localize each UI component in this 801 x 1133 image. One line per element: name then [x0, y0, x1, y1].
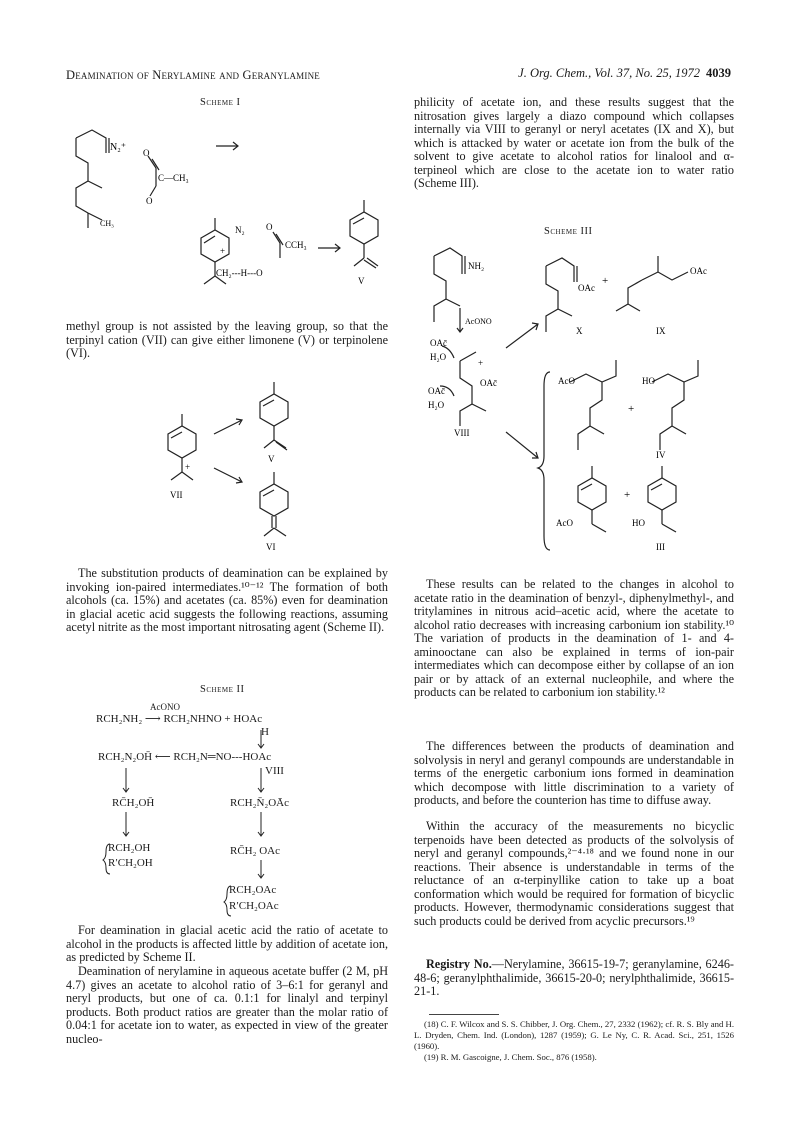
- paragraph-glacial-text: For deamination in glacial acetic acid the ratio of acetate to alcohol in the products is affected little by addition of acetate ion, as predicted by Scheme II.: [66, 923, 388, 964]
- footnote-18: (18) C. F. Wilcox and S. S. Chibber, J. Org. Chem., 27, 2332 (1962); cf. R. S. Bly and H. L. Dryden, Chem. Ind. (London), 1287 (1959); G. Le Ny, C. R. Acad. Sci., 251, 1526 (1960).: [414, 1019, 734, 1051]
- o-label-3: O: [266, 222, 273, 232]
- oac-minus-label: OAc̄: [430, 338, 447, 348]
- n2-label: N₂: [235, 225, 245, 235]
- compound-iii-label: III: [656, 542, 665, 552]
- compound-viii-label: VIII: [454, 428, 470, 438]
- compound-x-label: X: [576, 326, 583, 336]
- scheme-2-viii: VIII: [265, 765, 284, 777]
- o-label: O: [143, 148, 150, 158]
- footnote-19: (19) R. M. Gascoigne, J. Chem. Soc., 876 (1958).: [424, 1052, 597, 1062]
- scheme-2-line-4b: RC̄H₂ OAc: [230, 845, 280, 857]
- o-label-2: O: [146, 196, 153, 206]
- scheme-2-line-3b: RCH₂N̄₂OĀc: [230, 797, 290, 809]
- scheme-2-acono: AcONO: [150, 702, 180, 712]
- journal-name: J. Org. Chem., Vol. 37, No. 25, 1972: [518, 66, 700, 80]
- compound-ix-label: IX: [656, 326, 666, 336]
- ix-oac-label: OAc: [690, 266, 707, 276]
- registry-numbers: [414, 958, 734, 999]
- paragraph-alcohol-ratio-text: These results can be related to the changes in alcohol to acetate ratio in the deamination of benzyl-, diphenylmethyl-, and tritylamines in nitrous acid–acetic acid, where the acetate to alcohol ratio decreases with increasing carbonium ion stability.¹⁰ The variation of products in the deamination of 1- and 4-aminooctane can also be explained in terms of ion-pair intermediates which can decompose either by collapse of an ion pair or by attack of an external nucleophile, and where the products can be related to carbonium ion stability.¹²: [414, 577, 734, 699]
- h2o-label: H₂O: [430, 352, 447, 362]
- compound-vii-label: VII: [170, 490, 183, 500]
- scheme-2-line-5b: R′CH₂OAc: [229, 900, 279, 912]
- paragraph-nerylamine: [66, 965, 388, 1046]
- paragraph-differences-text: The differences between the products of deamination and solvolysis in neryl and geranyl compounds are understandable in terms of the energetic carbonium ions formed in deamination which decompose with little discrimination to a variety of products, and before the counterion has time to diffuse away.: [414, 739, 734, 807]
- compound-v-label-2: V: [268, 454, 275, 464]
- paragraph-methyl-group: methyl group is not assisted by the leaving group, so that the terpinyl cation (VII) can give either limonene (V) or terpinolene (VI).: [66, 319, 388, 360]
- footnote-rule: [429, 1014, 499, 1015]
- nh2-label: NH₂: [468, 261, 485, 271]
- paragraph-differences: [414, 740, 734, 808]
- registry-text: —Nerylamine, 36615-19-7; geranylamine, 6246-48-6; geranylphthalimide, 36615-20-0; nerylphthalimide, 36615-21-1.: [414, 957, 734, 998]
- plus-sign-1: +: [602, 275, 609, 287]
- plus-sign-3: +: [624, 489, 631, 501]
- oac-minus-label-2: OAc̄: [428, 386, 445, 396]
- paragraph-substitution-text: The substitution products of deamination can be explained by invoking ion-paired intermediates.¹⁰⁻¹² The formation of both alcohols (ca. 15%) and acetates (ca. 85%) even for deamination in glacial acetic acid suggests the following reactions, assuming acetyl nitrite as the most important nitrosating agent (Scheme II).: [66, 566, 388, 634]
- cation-plus-label: +: [185, 462, 191, 472]
- n2-plus-label: N₂⁺: [110, 142, 126, 153]
- plus-sign-2: +: [628, 403, 635, 415]
- scheme-2-arrows: [96, 720, 296, 920]
- viii-oac-label: OAc̄: [480, 378, 497, 388]
- x-oac-label: OAc: [578, 283, 595, 293]
- paragraph-bicyclic: [414, 820, 734, 928]
- terpinyl-cation-diagram: [150, 372, 350, 552]
- h2o-label-2: H₂O: [428, 400, 445, 410]
- ch2-h-o-label: CH₂---H---O: [216, 268, 263, 278]
- linalyl-aco-label: AcO: [558, 376, 575, 386]
- scheme-1-diagram: [66, 108, 406, 308]
- terpineol-ho-label: HO: [632, 518, 645, 528]
- paragraph-nerylamine-text: Deamination of nerylamine in aqueous acetate buffer (2 M, pH 4.7) gives an acetate to alcohol ratio of 3–6:1 for geranyl and neryl products, but one of ca. 0.1:1 for linalyl and terpinyl products. Both product ratios are greater than the molar ratio of 0.04:1 for acetate ion to water, as expected in view of the greater nucleo-: [66, 964, 388, 1046]
- scheme-2-line-2: RCH₂N₂OH̄ ⟵ RCH₂N═NO---HOAc: [98, 751, 272, 763]
- terpinyl-aco-label: AcO: [556, 518, 573, 528]
- compound-iv-label: IV: [656, 450, 666, 460]
- ch3-label: CH₃: [100, 219, 114, 228]
- scheme-2-title: Scheme II: [200, 684, 245, 695]
- compound-v-label: V: [358, 276, 365, 286]
- scheme-1-title: Scheme I: [200, 97, 241, 108]
- scheme-2-line-3a: RC̄H₂OH̄: [112, 797, 155, 809]
- page-number: 4039: [706, 66, 731, 80]
- c-ch3-label: C—CH₃: [158, 173, 189, 183]
- paragraph-substitution: [66, 567, 388, 635]
- scheme-3-diagram: [420, 236, 740, 566]
- viii-plus-label: +: [478, 358, 484, 368]
- cch3-label: CCH₃: [285, 240, 307, 250]
- paragraph-bicyclic-text: Within the accuracy of the measurements no bicyclic terpenoids have been detected as products of the solvolysis of neryl and geranyl compounds,²⁻⁴·¹⁸ and we found none in our reactions. Their absence is understandable in terms of the reluctance of an α-terpinyllike cation to take up a boat conformation which would be required for formation of bicyclic products. However, thermodynamic considerations suggest that such products could be derived from acyclic precursors.¹⁹: [414, 819, 734, 928]
- paragraph-glacial: [66, 924, 388, 965]
- registry-label: Registry No.: [426, 957, 492, 971]
- plus-label: +: [220, 246, 226, 256]
- scheme-3-title: Scheme III: [544, 226, 593, 237]
- paragraph-alcohol-ratio: [414, 578, 734, 700]
- compound-vi-label: VI: [266, 542, 276, 552]
- scheme-2-line-5: RCH₂OAc: [229, 884, 277, 896]
- paragraph-philicity: philicity of acetate ion, and these results suggest that the nitrosation gives largely a diazo compound which collapses internally via VIII to geranyl or neryl acetates (IX and X), but which is attacked by water or acetate ion from the bulk of the solvent to give acetate to alcohol ratios for linalool and α-terpineol which are close to the acetate ion to water ratio (Scheme III).: [414, 95, 734, 190]
- scheme-2-line-4a2: R′CH₂OH: [108, 857, 153, 869]
- scheme-2-line-1: RCH₂NH₂ ⟶ RCH₂NHNO + HOAc: [96, 713, 263, 725]
- running-title: Deamination of Nerylamine and Geranylamine: [66, 68, 320, 82]
- linalool-ho-label: HO: [642, 376, 655, 386]
- journal-citation: [518, 66, 731, 81]
- acono-label: AcONO: [465, 317, 492, 326]
- scheme-2-line-4a: RCH₂OH: [108, 842, 151, 854]
- scheme-2-h: H: [261, 726, 269, 738]
